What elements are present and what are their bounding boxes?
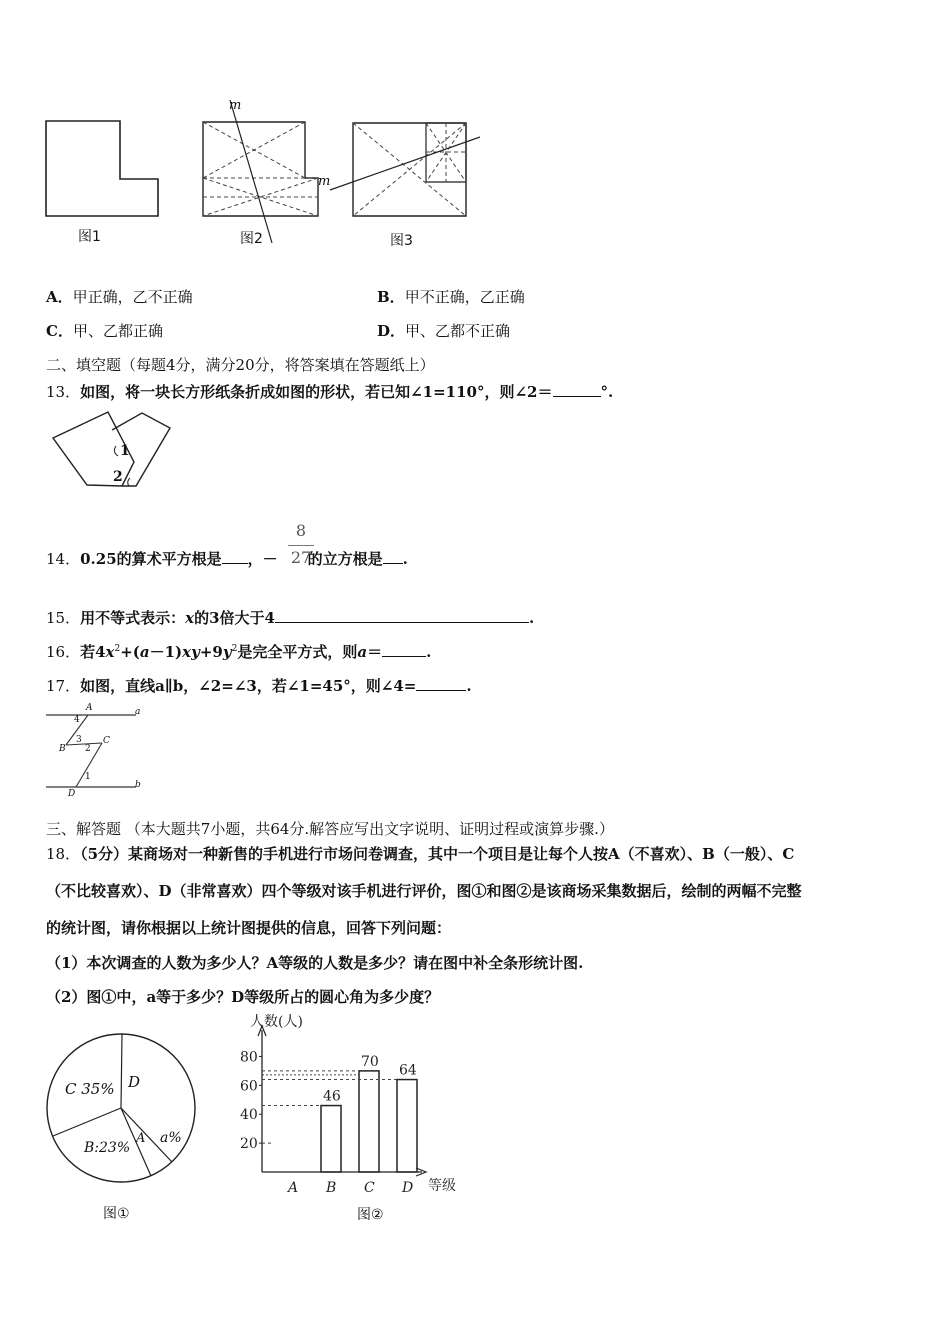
q13-angle1: 1 (120, 443, 130, 459)
bar-B (321, 1106, 341, 1172)
q17-label-A: A (86, 703, 93, 713)
section2-title: 二、填空题（每题4分，满分20分，将答案填在答题纸上） (46, 356, 435, 374)
fig2-l-shape (203, 100, 318, 243)
pie-label-A: A (136, 1131, 146, 1146)
data-label-C: 70 (361, 1053, 379, 1070)
q14-frac-num: 8 (295, 521, 307, 540)
y-tick-label-40: 40 (240, 1107, 258, 1124)
q17-label-3: 3 (76, 735, 82, 745)
bar-chart-ylabel: 人数(人) (250, 1014, 303, 1030)
q14-answer-blank-1 (222, 549, 248, 564)
fig2-line-label: m (229, 98, 242, 113)
fig3-line-label: m (318, 174, 331, 189)
q14-frac-den: 27 (290, 548, 312, 567)
option-b: B．甲不正确，乙正确 (377, 288, 525, 306)
section3-title: 三、解答题 （本大题共7小题，共64分.解答应写出文字说明、证明过程或演算步骤.） (46, 820, 614, 838)
y-tick-label-80: 80 (240, 1049, 258, 1066)
q14-answer-blank-2 (383, 549, 403, 564)
q16: 16．若$4x^2+(a-1)xy+9y^2$是完全平方式，则a＝ . (46, 643, 432, 661)
q17-label-b: b (135, 780, 141, 790)
fig3-l-shape (330, 123, 480, 216)
pie-label-D: D (128, 1073, 141, 1091)
q17-label-D: D (68, 789, 76, 799)
pie-label-C: C 35% (65, 1080, 115, 1098)
q18-line1: 18．（5分）某商场对一种新售的手机进行市场问卷调查，其中一个项目是让每个人按A（不喜欢）、B（一般）、C (46, 845, 795, 863)
q15-answer-blank (275, 608, 529, 623)
x-tick-label-A: A (288, 1180, 299, 1196)
q14: 14．0.25的算术平方根是 ，－ 的立方根是 . (46, 550, 408, 568)
x-tick-label-D: D (402, 1180, 414, 1196)
fig3-caption: 图3 (390, 233, 413, 249)
fig2-caption: 图2 (240, 231, 263, 247)
q18-sub1: （1）本次调查的人数为多少人？A等级的人数是多少？请在图中补全条形统计图. (46, 954, 584, 972)
q18-line3: 的统计图，请你根据以上统计图提供的信息，回答下列问题： (46, 919, 452, 937)
q17-label-4: 4 (74, 715, 80, 725)
q17: 17．如图，直线a∥b，∠2=∠3，若∠1=45°，则∠4= . (46, 677, 472, 695)
option-a: A．甲正确，乙不正确 (46, 288, 193, 306)
data-label-B: 46 (323, 1088, 341, 1105)
bar-D (397, 1080, 417, 1172)
bar-chart (230, 1010, 470, 1225)
bar-chart-caption: 图② (357, 1207, 384, 1223)
q17-label-2: 2 (85, 744, 91, 754)
fig1-l-shape (46, 121, 158, 216)
option-c: C．甲、乙都正确 (46, 322, 163, 340)
q15: 15．用不等式表示：x的3倍大于4 . (46, 609, 535, 627)
pie-chart (40, 1028, 200, 1188)
y-tick-label-60: 60 (240, 1078, 258, 1095)
option-d: D．甲、乙都不正确 (377, 322, 511, 340)
q13-answer-blank (553, 382, 601, 397)
q13: 13．如图，将一块长方形纸条折成如图的形状，若已知∠1=110°，则∠2＝ °. (46, 383, 614, 401)
y-tick-label-20: 20 (240, 1136, 258, 1153)
q17-label-C: C (103, 736, 110, 746)
q17-label-B: B (59, 744, 66, 754)
pie-caption: 图① (103, 1206, 130, 1222)
data-label-D: 64 (399, 1062, 417, 1079)
q14-frac-bar (288, 545, 314, 546)
q18-line2: （不比较喜欢）、D（非常喜欢）四个等级对该手机进行评价，图①和图②是该商场采集数据后，绘制的两幅不完整 (46, 882, 802, 900)
q16-answer-blank (382, 642, 426, 657)
q17-label-1: 1 (85, 772, 91, 782)
pie-label-B: B:23% (84, 1140, 131, 1156)
pie-label-a: a% (160, 1130, 182, 1146)
bar-C (359, 1071, 379, 1172)
q17-answer-blank (416, 676, 466, 691)
q17-label-a: a (135, 707, 141, 717)
bar-chart-xlabel: 等级 (428, 1178, 456, 1194)
x-tick-label-B: B (326, 1180, 337, 1196)
top-figures (40, 95, 490, 255)
x-tick-label-C: C (364, 1180, 375, 1196)
fig1-caption: 图1 (78, 229, 101, 245)
bar-chart-marks (240, 1049, 417, 1196)
q18-sub2: （2）图①中，a等于多少？D等级所占的圆心角为多少度？ (46, 988, 440, 1006)
q13-angle2: 2 (113, 469, 123, 485)
